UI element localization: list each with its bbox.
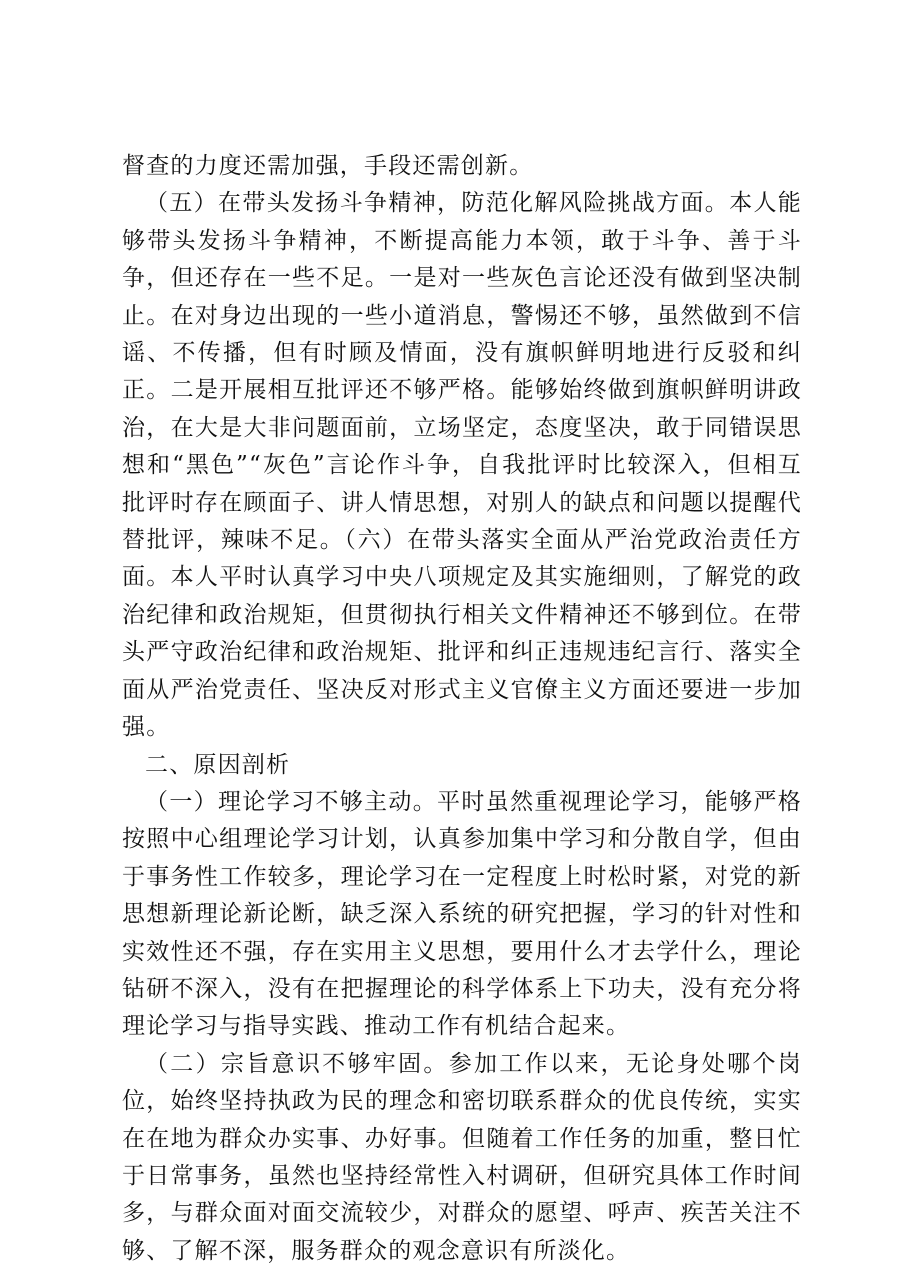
section-heading-cause-analysis: 二、原因剖析	[145, 751, 291, 778]
paragraph-cause-one: （一）理论学习不够主动。平时虽然重视理论学习，能够严格按照中心组理论学习计划，认真参加集中学习和分散自学，但由于事务性工作较多，理论学习在一定程度上时松时紧，对党的新思想新理论新论断，缺乏深入系统的研究把握，学习的针对性和实效性还不强，存在实用主义思想，要用什么才去学什么，理论钻研不深入，没有在把握理论的科学体系上下功夫，没有充分将理论学习与指导实践、推动工作有机结合起来。	[122, 788, 802, 1040]
paragraph-section-five-six: （五）在带头发扬斗争精神，防范化解风险挑战方面。本人能够带头发扬斗争精神，不断提高能力本领，敢于斗争、善于斗争，但还存在一些不足。一是对一些灰色言论还没有做到坚决制止。在对身边出现的一些小道消息，警惕还不够，虽然做到不信谣、不传播，但有时顾及情面，没有旗帜鲜明地进行反驳和纠正。二是开展相互批评还不够严格。能够始终做到旗帜鲜明讲政治，在大是大非问题面前，立场坚定，态度坚决，敢于同错误思想和“黑色”“灰色”言论作斗争，自我批评时比较深入，但相互批评时存在顾面子、讲人情思想，对别人的缺点和问题以提醒代替批评，辣味不足。（六）在带头落实全面从严治党政治责任方面。本人平时认真学习中央八项规定及其实施细则，了解党的政治纪律和政治规矩，但贯彻执行相关文件精神还不够到位。在带头严守政治纪律和政治规矩、批评和纠正违规违纪言行、落实全面从严治党责任、坚决反对形式主义官僚主义方面还要进一步加强。	[122, 190, 802, 741]
document-page	[122, 148, 802, 1270]
paragraph-cause-two: （二）宗旨意识不够牢固。参加工作以来，无论身处哪个岗位，始终坚持执政为民的理念和密切联系群众的优良传统，实实在在地为群众办实事、办好事。但随着工作任务的加重，整日忙于日常事务，虽然也坚持经常性入村调研，但研究具体工作时间多，与群众面对面交流较少，对群众的愿望、呼声、疾苦关注不够、了解不深，服务群众的观念意识有所淡化。	[122, 1050, 802, 1264]
paragraph-continuation: 督查的力度还需加强，手段还需创新。	[122, 153, 534, 179]
